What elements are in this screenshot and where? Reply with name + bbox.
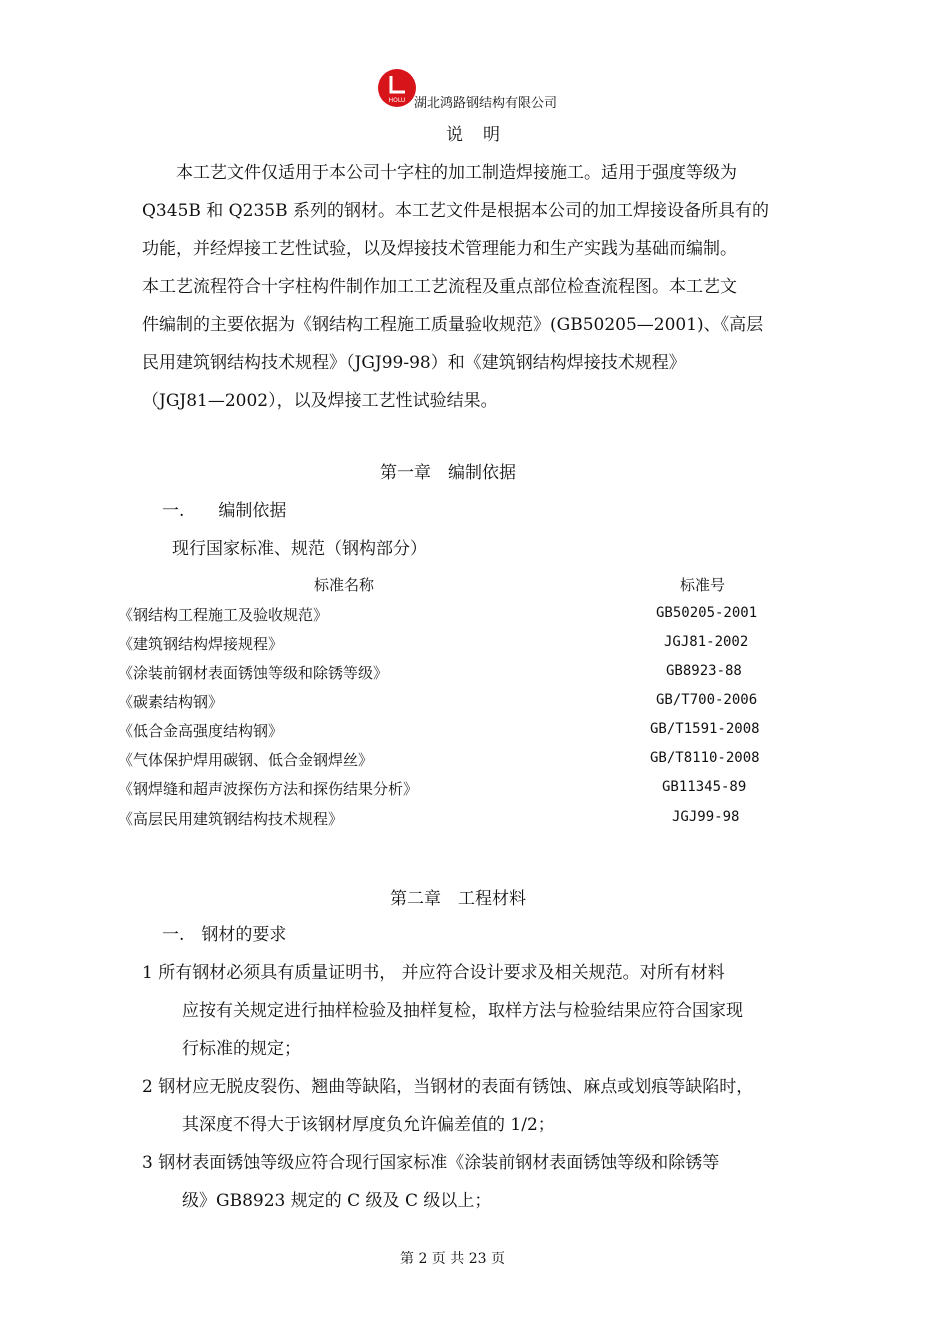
page-number: 第 2 页 共 23 页 bbox=[400, 1251, 505, 1267]
chapter1-title: 第一章 编制依据 bbox=[380, 463, 516, 483]
table-row-code: GB50205-2001 bbox=[656, 605, 758, 621]
table-row-code: JGJ81-2002 bbox=[664, 634, 749, 650]
company-logo bbox=[377, 68, 417, 108]
requirement-3-cont: 级》GB8923 规定的 C 级及 C 级以上； bbox=[182, 1191, 492, 1211]
table-row-code: GB/T8110-2008 bbox=[650, 750, 760, 766]
requirement-2: 2 钢材应无脱皮裂伤、翘曲等缺陷，当钢材的表面有锈蚀、麻点或划痕等缺陷时， bbox=[142, 1077, 754, 1097]
table-row-code: GB/T1591-2008 bbox=[650, 721, 760, 737]
table-row-name: 《气体保护焊用碳钢、低合金钢焊丝》 bbox=[118, 751, 374, 769]
page-title: 说明 bbox=[446, 125, 520, 145]
intro-line-3: 本工艺流程符合十字柱构件制作加工工艺流程及重点部位检查流程图。本工艺文 bbox=[142, 277, 737, 297]
intro-line-5: 民用建筑钢结构技术规程》（JGJ99-98）和《建筑钢结构焊接技术规程》 bbox=[142, 353, 686, 373]
logo-text: HOLU bbox=[388, 97, 406, 104]
requirement-2-cont: 其深度不得大于该钢材厚度负允许偏差值的 1/2； bbox=[182, 1115, 555, 1135]
requirement-1-cont: 行标准的规定； bbox=[182, 1039, 301, 1059]
requirement-1-cont: 应按有关规定进行抽样检验及抽样复检，取样方法与检验结果应符合国家现 bbox=[182, 1001, 743, 1021]
table-row-code: GB/T700-2006 bbox=[656, 692, 758, 708]
table-row-code: GB8923-88 bbox=[666, 663, 742, 679]
company-name: 湖北鸿路钢结构有限公司 bbox=[414, 96, 558, 111]
intro-line-6: （JGJ81—2002），以及焊接工艺性试验结果。 bbox=[142, 391, 498, 411]
table-row-name: 《碳素结构钢》 bbox=[118, 693, 224, 711]
requirement-1: 1 所有钢材必须具有质量证明书， 并应符合设计要求及相关规范。对所有材料 bbox=[142, 963, 725, 983]
table-row-name: 《钢结构工程施工及验收规范》 bbox=[118, 606, 329, 624]
table-row-name: 《建筑钢结构焊接规程》 bbox=[118, 635, 284, 653]
table-row-code: JGJ99-98 bbox=[672, 809, 740, 825]
table-header-code: 标准号 bbox=[680, 576, 726, 594]
chapter1-section: 一. 编制依据 bbox=[162, 501, 287, 521]
table-row-code: GB11345-89 bbox=[662, 779, 747, 795]
chapter1-subheading: 现行国家标准、规范（钢构部分） bbox=[172, 539, 427, 559]
chapter2-section: 一. 钢材的要求 bbox=[162, 925, 287, 945]
intro-line-2: 功能，并经焊接工艺性试验，以及焊接技术管理能力和生产实践为基础而编制。 bbox=[142, 239, 737, 259]
table-header-name: 标准名称 bbox=[314, 576, 375, 594]
table-row-name: 《低合金高强度结构钢》 bbox=[118, 722, 284, 740]
table-row-name: 《涂装前钢材表面锈蚀等级和除锈等级》 bbox=[118, 664, 389, 682]
intro-line-1: Q345B 和 Q235B 系列的钢材。本工艺文件是根据本公司的加工焊接设备所具有的 bbox=[142, 201, 769, 221]
intro-line-0: 本工艺文件仅适用于本公司十字柱的加工制造焊接施工。适用于强度等级为 bbox=[176, 163, 737, 183]
requirement-3: 3 钢材表面锈蚀等级应符合现行国家标准《涂装前钢材表面锈蚀等级和除锈等 bbox=[142, 1153, 720, 1173]
intro-line-4: 件编制的主要依据为《钢结构工程施工质量验收规范》(GB50205—2001)、《高层 bbox=[142, 315, 764, 335]
table-row-name: 《钢焊缝和超声波探伤方法和探伤结果分析》 bbox=[118, 780, 419, 798]
table-row-name: 《高层民用建筑钢结构技术规程》 bbox=[118, 810, 344, 828]
chapter2-title: 第二章 工程材料 bbox=[390, 889, 526, 909]
